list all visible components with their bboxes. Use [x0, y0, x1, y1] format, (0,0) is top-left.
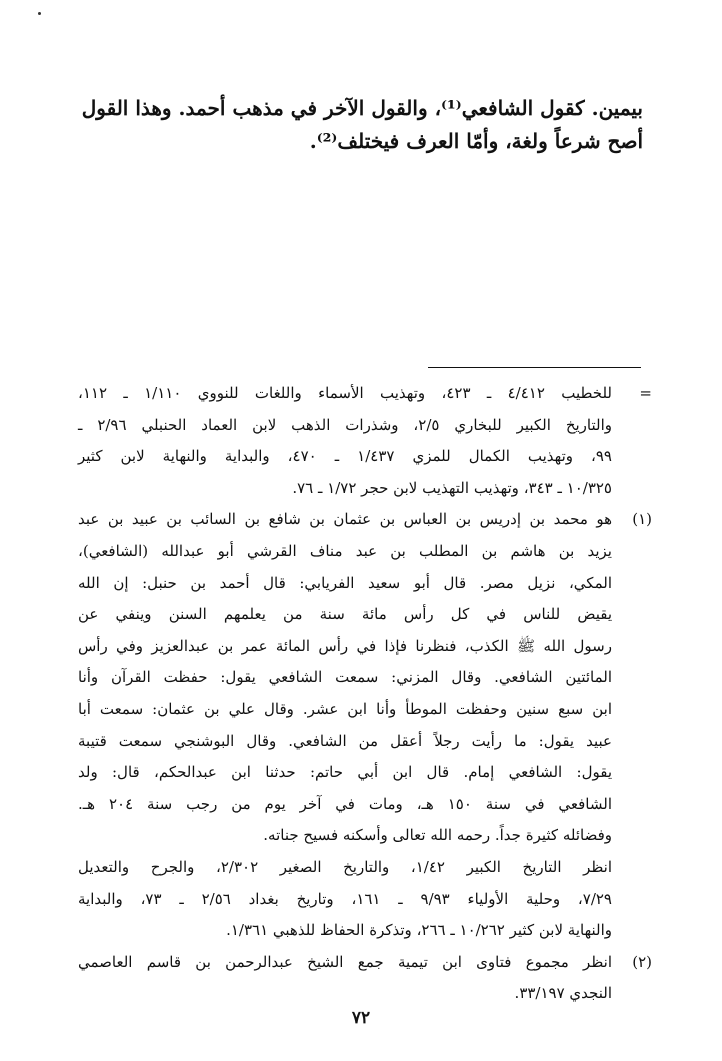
footnote-line: عبيد يقول: ما رأيت رجلاً أعقل من الشافعي. وقال البوشنجي سمعت قتيبة	[78, 731, 612, 750]
footnote-line: المائتين الشافعي. وقال المزني: سمعت الشافعي يقول: حفظت القرآن وأنا	[78, 668, 612, 687]
footnote-line: النجدي ٣٣/١٩٧.	[514, 984, 612, 1003]
footnote-line: الشافعي في سنة ١٥٠ هـ، ومات في آخر يوم من رجب سنة ٢٠٤ هـ.	[78, 794, 612, 813]
footnote-1	[78, 504, 652, 946]
main-text-line: بيمين. كقول الشافعي⁽¹⁾، والقول الآخر في مذهب أحمد. وهذا القول	[81, 96, 643, 120]
footnote-mark: =	[639, 384, 652, 402]
footnote-2	[78, 947, 652, 1010]
main-text-line: أصح شرعاً ولغة، وأمّا العرف فيختلف⁽²⁾.	[309, 129, 643, 153]
footnote-line: رسول الله ﷺ الكذب، فنظرنا فإذا في رأس المائة عمر بن عبدالعزيز وفي رأس	[78, 636, 612, 655]
footnote-line: يقول: الشافعي إمام. قال ابن أبي حاتم: حدثنا ابن عبدالحكم، قال: ولد	[78, 763, 612, 782]
footnote-line: ٩٩، وتهذيب الكمال للمزي ١/٤٣٧ ـ ٤٧٠، والبداية والنهاية لابن كثير	[78, 447, 612, 466]
footnote-mark: (١)	[632, 510, 652, 529]
footnote-line: انظر التاريخ الكبير ١/٤٢، والتاريخ الصغير ٢/٣٠٢، والجرح والتعديل	[78, 857, 613, 876]
footnote-line: انظر مجموع فتاوى ابن تيمية جمع الشيخ عبدالرحمن بن قاسم العاصمي	[78, 952, 612, 971]
footnote-line: والنهاية لابن كثير ١٠/٢٦٢ ـ ٢٦٦، وتذكرة الحفاظ للذهبي ١/٣٦١.	[226, 921, 612, 940]
footnote-continued	[78, 378, 652, 504]
footnote-line: والتاريخ الكبير للبخاري ٢/٥، وشذرات الذهب لابن العماد الحنبلي ٢/٩٦ ـ	[78, 415, 612, 434]
footnote-line: ابن سبع سنين وحفظت الموطأ وأنا ابن عشر. وقال علي بن عثمان: سمعت أبا	[78, 699, 612, 718]
footnote-line: ٧/٢٩، وحلية الأولياء ٩/٩٣ ـ ١٦١، وتاريخ بغداد ٢/٥٦ ـ ٧٣، والبداية	[78, 889, 612, 908]
page-speck	[38, 12, 41, 15]
footnote-line: يزيد بن هاشم بن المطلب بن عبد مناف القرشي أبو عبدالله (الشافعي)،	[78, 541, 612, 560]
footnote-line: للخطيب ٤/٤١٢ ـ ٤٢٣، وتهذيب الأسماء واللغات للنووي ١/١١٠ ـ ١١٢،	[78, 384, 612, 402]
main-text	[80, 92, 643, 158]
footnote-separator	[428, 367, 641, 368]
page-number: ٧٢	[351, 1008, 371, 1028]
footnotes	[78, 378, 652, 1010]
footnote-line: ١٠/٣٢٥ ـ ٣٤٣، وتهذيب التهذيب لابن حجر ١/٧٢ ـ ٧٦.	[292, 478, 612, 497]
footnote-line: المكي، نزيل مصر. قال أبو سعيد الفريابي: قال أحمد بن حنبل: إن الله	[78, 573, 612, 592]
footnote-line: هو محمد بن إدريس بن العباس بن عثمان بن شافع بن السائب بن عبيد بن عبد	[78, 510, 612, 529]
footnote-line: وفضائله كثيرة جداً. رحمه الله تعالى وأسكنه فسيح جناته.	[263, 826, 612, 845]
footnote-line: يقيض للناس في كل رأس مائة سنة من يعلمهم السنن وينفي عن	[78, 605, 612, 624]
footnote-mark: (٢)	[632, 952, 652, 971]
